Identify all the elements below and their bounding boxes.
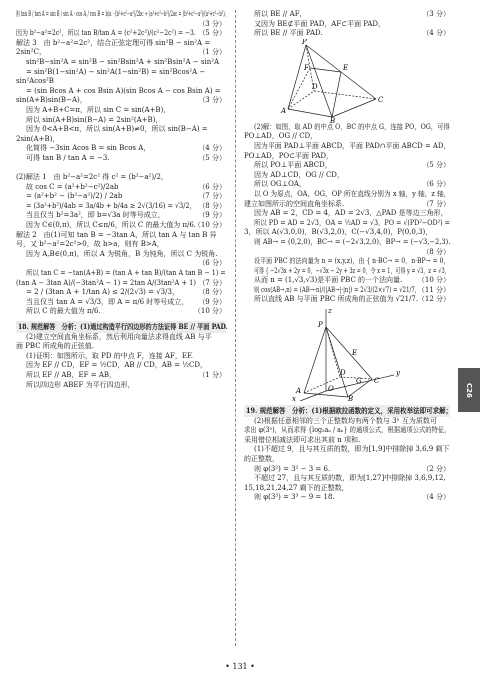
line-text: 则 φ(3³) = 3³ − 9 = 18. — [254, 493, 335, 502]
solution-line — [244, 152, 450, 162]
solution-line — [16, 183, 226, 193]
line-text: 所以 sin(A+B)sin(B−A) = 2sin²(A+B)， — [26, 115, 163, 124]
solution-line — [16, 269, 226, 279]
score-mark: （7 分） — [198, 192, 226, 201]
line-text: 所以 tan C = −tan(A+B) = (tan A + tan B)/(tan A tan B − 1) = — [26, 269, 226, 278]
line-text: 则 cos⟨AB→,n⟩ = (AB→·n)/(|AB→|·|n|) = 2√3/(2×√7) = √21/7， — [254, 285, 421, 294]
right-column — [244, 10, 453, 503]
score-mark: （2 分） — [422, 464, 450, 473]
line-text: 2sin(A+B)， — [16, 134, 60, 143]
score-mark: （8 分） — [198, 288, 226, 297]
solution-line — [16, 106, 226, 116]
line-text: (1)不超过 9，且与其互质的数，即为[1,9]中排除掉 3,6,9 剩下 — [254, 445, 450, 454]
line-text: PO⊥AD，PO⊂平面 PAD， — [244, 151, 333, 160]
solution-line — [16, 144, 226, 154]
line-text: (2)解：如图，取 AD 的中点 O，BC 的中点 G，连接 PO，OG，可得 — [254, 122, 450, 131]
solution-line — [244, 209, 450, 219]
line-text: 所以 BE // 平面 PAD. — [254, 29, 323, 38]
solution-line — [244, 426, 450, 436]
solution-line — [244, 436, 450, 446]
line-text: 所以 OG⊥OA， — [254, 180, 306, 189]
solution-line — [244, 295, 450, 305]
solution-line — [16, 307, 226, 317]
line-text: 又因为 BE⊄平面 PAD，AF⊂平面 PAD， — [254, 19, 386, 28]
line-text: 所以 PO⊥平面 ABCD， — [254, 161, 332, 170]
line-text: 因为 AD⊥CD，OG // CD， — [254, 170, 344, 179]
chapter-tab: C26 — [458, 368, 480, 412]
solution-line — [16, 298, 226, 308]
solution-line — [16, 96, 226, 106]
line-text: (2)根据任意相邻的三个正整数均有两个数与 3ⁿ 互为质数可 — [254, 416, 437, 425]
line-text: (2)建立空间直角坐标系，然后利用向量法求得直线 AB 与平 — [26, 332, 212, 341]
line-text: 18. 规范解答 分析：(1)通过构造平行四边形的方法证得 BE // 平面 PAD. — [18, 322, 228, 331]
line-text: 则 AB→ = (0,2,0)，BC→ = (−2√3,2,0)，BP→ = (−√3,−2,3). — [254, 237, 451, 246]
line-text: 化简得 −3sin Acos B = sin Bcos A， — [26, 144, 151, 153]
score-mark: （7 分） — [422, 199, 450, 208]
line-text: 所以 PD = AD = 2√3，OA = ½AD = √3，PO = √(PD²−OD²) = — [254, 218, 451, 227]
line-text: 当且仅当 tan A = √3/3，即 A = π/6 时等号成立， — [26, 297, 189, 306]
section-19-header — [244, 405, 453, 417]
line-text: 的正整数， — [244, 455, 279, 464]
line-text: 因为 A+B+C=π，所以 sin C = sin(A+B)， — [26, 105, 171, 114]
line-text: = (a²+b² − (b²−a²)/2) / 2ab — [26, 192, 123, 201]
solution-line — [244, 238, 450, 248]
score-mark: （4 分） — [198, 144, 226, 153]
score-mark: （5 分） — [198, 29, 226, 38]
solution-line — [16, 58, 226, 68]
solution-line — [16, 48, 226, 58]
line-text: sin²Acos²B — [16, 77, 54, 86]
line-text: (tan A − 3tan A)/(−3tan²A − 1) = 2tan A/(3tan²A + 1) — [16, 278, 196, 287]
line-text: 因为平面 PAD⊥平面 ABCD，平面 PAD∩平面 ABCD = AD， — [254, 141, 451, 150]
score-mark: （3 分） — [198, 19, 226, 28]
line-text: 可得 tan B / tan A = −3. — [26, 153, 110, 162]
vertex-label: O — [328, 385, 334, 394]
vertex-label: F — [304, 63, 309, 72]
score-mark: （12 分） — [417, 295, 450, 304]
pyramid-figure-1 — [244, 39, 450, 123]
line-text: 因为 0<A+B<π，所以 sin(A+B)≠0，所以 sin(B−A) = — [26, 125, 208, 134]
score-mark: （7 分） — [198, 278, 226, 287]
line-text: 解法 2 由(1)可知 tan B = −3tan A，所以 tan A 与 tan B 异 — [16, 230, 217, 239]
solution-line — [16, 68, 226, 78]
line-text: sin(A+B)sin(B−A)， — [16, 96, 87, 105]
solution-line — [244, 123, 450, 133]
vertex-label: G — [356, 377, 362, 386]
solution-line — [244, 228, 450, 238]
solution-line — [16, 116, 226, 126]
solution-line — [244, 276, 450, 286]
vertex-label: B — [330, 116, 336, 123]
vertex-label: P — [302, 38, 307, 46]
score-mark: （8 分） — [198, 201, 226, 210]
line-text: sin²B−sin²A = sin²B − sin²Bsin²A + sin²Bsin²A − sin²A — [26, 57, 220, 66]
solution-line — [244, 190, 450, 200]
line-text: (1)证明：如图所示，取 PD 的中点 F，连接 AF，EF. — [26, 351, 194, 360]
solution-line — [244, 445, 450, 455]
solution-line — [244, 142, 450, 152]
vertex-label: A — [281, 106, 287, 115]
solution-line — [16, 361, 226, 371]
solution-line — [16, 221, 226, 231]
solution-line — [244, 493, 450, 503]
line-text: 求出 φ(3ⁿ)，从而求得 {log₃aₙ / aₙ} 的通项公式，根据通项公式的特征， — [244, 426, 451, 435]
line-text: 当且仅当 b²=3a²，即 b=√3a 时等号成立， — [26, 211, 165, 220]
vertex-label: E — [352, 349, 358, 358]
solution-line — [16, 342, 226, 352]
solution-line — [16, 381, 226, 391]
solution-line — [244, 455, 450, 465]
section-18-header — [16, 321, 226, 333]
score-mark: （4 分） — [422, 29, 450, 38]
line-text: 所以 C 的最大值为 π/6. — [26, 307, 101, 316]
score-mark: （8 分） — [422, 247, 450, 256]
score-mark: （6 分） — [198, 259, 226, 268]
solution-line — [16, 39, 226, 49]
score-mark: （5 分） — [422, 161, 450, 170]
line-text: 15,18,21,24,27 剩下的正整数， — [244, 483, 349, 492]
solution-line — [16, 288, 226, 298]
line-text: 故 cos C = (a²+b²−c²)/2ab — [26, 182, 119, 191]
line-text: 则 φ(3²) = 3² − 3 = 6. — [254, 464, 331, 473]
vertex-label: P — [318, 321, 323, 330]
solution-line — [16, 259, 226, 269]
line-text: 不超过 27，且与其互质的数，即为[1,27]中排除掉 3,6,9,12, — [254, 474, 446, 483]
solution-line — [244, 417, 450, 427]
vertex-label: C — [378, 95, 384, 104]
solution-line — [16, 87, 226, 97]
solution-line — [16, 352, 226, 362]
line-text: 建立如图所示的空间直角坐标系. — [244, 199, 345, 208]
solution-line — [244, 200, 450, 210]
solution-line — [244, 267, 450, 277]
line-text: 3，所以 A(√3,0,0)，B(√3,2,0)，C(−√3,4,0)，P(0,0,3)， — [244, 228, 433, 237]
solution-line — [244, 474, 450, 484]
solution-line — [16, 231, 226, 241]
solution-line — [16, 192, 226, 202]
solution-line — [244, 171, 450, 181]
solution-line — [244, 219, 450, 229]
solution-line — [244, 248, 450, 258]
axis-label: y — [396, 369, 400, 378]
score-mark: （6 分） — [198, 182, 226, 191]
left-column — [16, 10, 226, 390]
line-text: PO⊥AD，OG // CD， — [244, 132, 318, 141]
solution-line — [16, 371, 226, 381]
line-text: 设平面 PBC 的法向量为 n = (x,y,z)，由 { n·BC→ = 0，n·BP→ = 0， — [254, 257, 450, 266]
score-mark: （9 分） — [198, 211, 226, 220]
line-text: 因为 AB = 2，CD = 4，AD = 2√3，△PAD 是等边三角形， — [254, 209, 448, 218]
score-mark: （9 分） — [198, 297, 226, 306]
solution-line — [244, 161, 450, 171]
vertex-label: B — [348, 395, 354, 402]
line-text: = (3a²+b²)/4ab = 3a/4b + b/4a ≥ 2√(3/16) = √3/2， — [26, 201, 197, 210]
line-text: 所以 EF // AB，EF = AB， — [26, 370, 117, 379]
vertex-label: C — [374, 377, 380, 386]
line-text: 采用错位相减法即可求出其前 n 项和. — [244, 435, 361, 444]
line-text: 以 O 为原点，OA，OG，OP 所在直线分别为 x 轴，y 轴，z 轴， — [254, 189, 451, 198]
solution-line — [16, 173, 226, 183]
line-text: 则 tan B / tan A = sin B / sin A · cos A / cos B = b/a · (b²+c²−a²)/2bc ÷ (a²+c²−b²)/2ac = (b²+c²−a²)/(a²+c²−b²), — [16, 10, 226, 18]
score-mark: （5 分） — [198, 153, 226, 162]
score-mark: （3 分） — [422, 10, 450, 18]
solution-line — [244, 180, 450, 190]
page-number: • 131 • — [225, 662, 255, 671]
vertex-label: E — [343, 63, 349, 72]
line-text: 因为 A,B∈(0,π)，所以 A 为锐角，B 为钝角，所以 C 为锐角. — [26, 249, 218, 258]
line-text: 所以直线 AB 与平面 PBC 所成角的正弦值为 √21/7. — [254, 295, 419, 304]
vertex-label: A — [296, 387, 302, 396]
line-text: = 2 / (3tan A + 1/tan A) ≤ 2/(2√3) = √3/3， — [26, 288, 179, 297]
score-mark: （10 分） — [417, 276, 450, 285]
solution-line — [16, 164, 226, 174]
line-text: 因为 b²−a²=2c²，所以 tan B/tan A = (c²+2c²)/(c²−2c²) = −3. — [16, 29, 196, 38]
solution-line — [16, 125, 226, 135]
line-text: 解法 3 由 b²−a²=2c²，结合正弦定理可得 sin²B − sin²A = — [16, 38, 211, 47]
vertex-label: D — [312, 82, 318, 91]
line-text: 因为 EF // CD，EF = ½CD，AB // CD，AB = ½CD， — [26, 361, 207, 370]
line-text: 可得 { −2√3x + 2y = 0，−√3x − 2y + 3z = 0，令 x = 1，可得 y = √3，z = √3， — [254, 266, 450, 275]
solution-line — [16, 29, 226, 39]
solution-line — [16, 10, 226, 20]
score-mark: （6 分） — [422, 180, 450, 189]
solution-line — [16, 333, 226, 343]
line-text: 因为 C∈(0,π)，所以 C≤π/6，所以 C 的最大值为 π/6. — [26, 221, 197, 230]
solution-line — [16, 77, 226, 87]
solution-line — [244, 132, 450, 142]
score-mark: （4 分） — [422, 493, 450, 502]
line-text: 2sin²C， — [16, 48, 46, 57]
axis-label: z — [328, 307, 332, 316]
solution-line — [244, 484, 450, 494]
score-mark: （3 分） — [198, 96, 226, 105]
score-mark: （10 分） — [193, 221, 226, 230]
score-mark: （1 分） — [198, 48, 226, 57]
score-mark: （10 分） — [193, 307, 226, 316]
line-text: 面 PBC 所成角的正弦值. — [16, 342, 95, 351]
solution-line — [16, 20, 226, 30]
solution-line — [244, 465, 450, 475]
solution-line — [244, 20, 450, 30]
solution-line — [16, 279, 226, 289]
line-text: 号，又 b²−a²=2c²>0，故 b>a，则有 B>A， — [16, 240, 164, 249]
solution-line — [16, 240, 226, 250]
line-text: 19. 规范解答 分析：(1)根据欧拉函数的定义，采用枚举法即可求解； — [246, 406, 453, 416]
score-mark: （1 分） — [198, 370, 226, 379]
solution-line — [244, 257, 450, 267]
pyramid-figure-2 — [244, 305, 450, 401]
solution-line — [244, 29, 450, 39]
solution-line — [16, 135, 226, 145]
line-text: = sin²B(1−sin²A) − sin²A(1−sin²B) = sin²Bcos²A − — [26, 67, 206, 76]
line-text: = (sin Bcos A + cos Bsin A)(sin Bcos A − cos Bsin A) = — [26, 86, 221, 95]
solution-line — [16, 154, 226, 164]
line-text: 从而 n = (1,√3,√3)是平面 PBC 的一个法向量. — [254, 276, 403, 285]
solution-line — [16, 211, 226, 221]
line-text: 所以四边形 ABEF 为平行四边形， — [26, 380, 135, 389]
score-mark: （11 分） — [417, 285, 450, 294]
line-text: (2)解法 1 由 b²−a²=2c² 得 c² = (b²−a²)/2， — [16, 173, 168, 182]
axis-label: x — [292, 395, 296, 402]
vertex-label: D — [340, 369, 346, 378]
line-text: 所以 BE // AF， — [254, 10, 307, 18]
column-divider — [235, 10, 236, 646]
solution-line — [244, 10, 450, 20]
solution-line — [16, 250, 226, 260]
